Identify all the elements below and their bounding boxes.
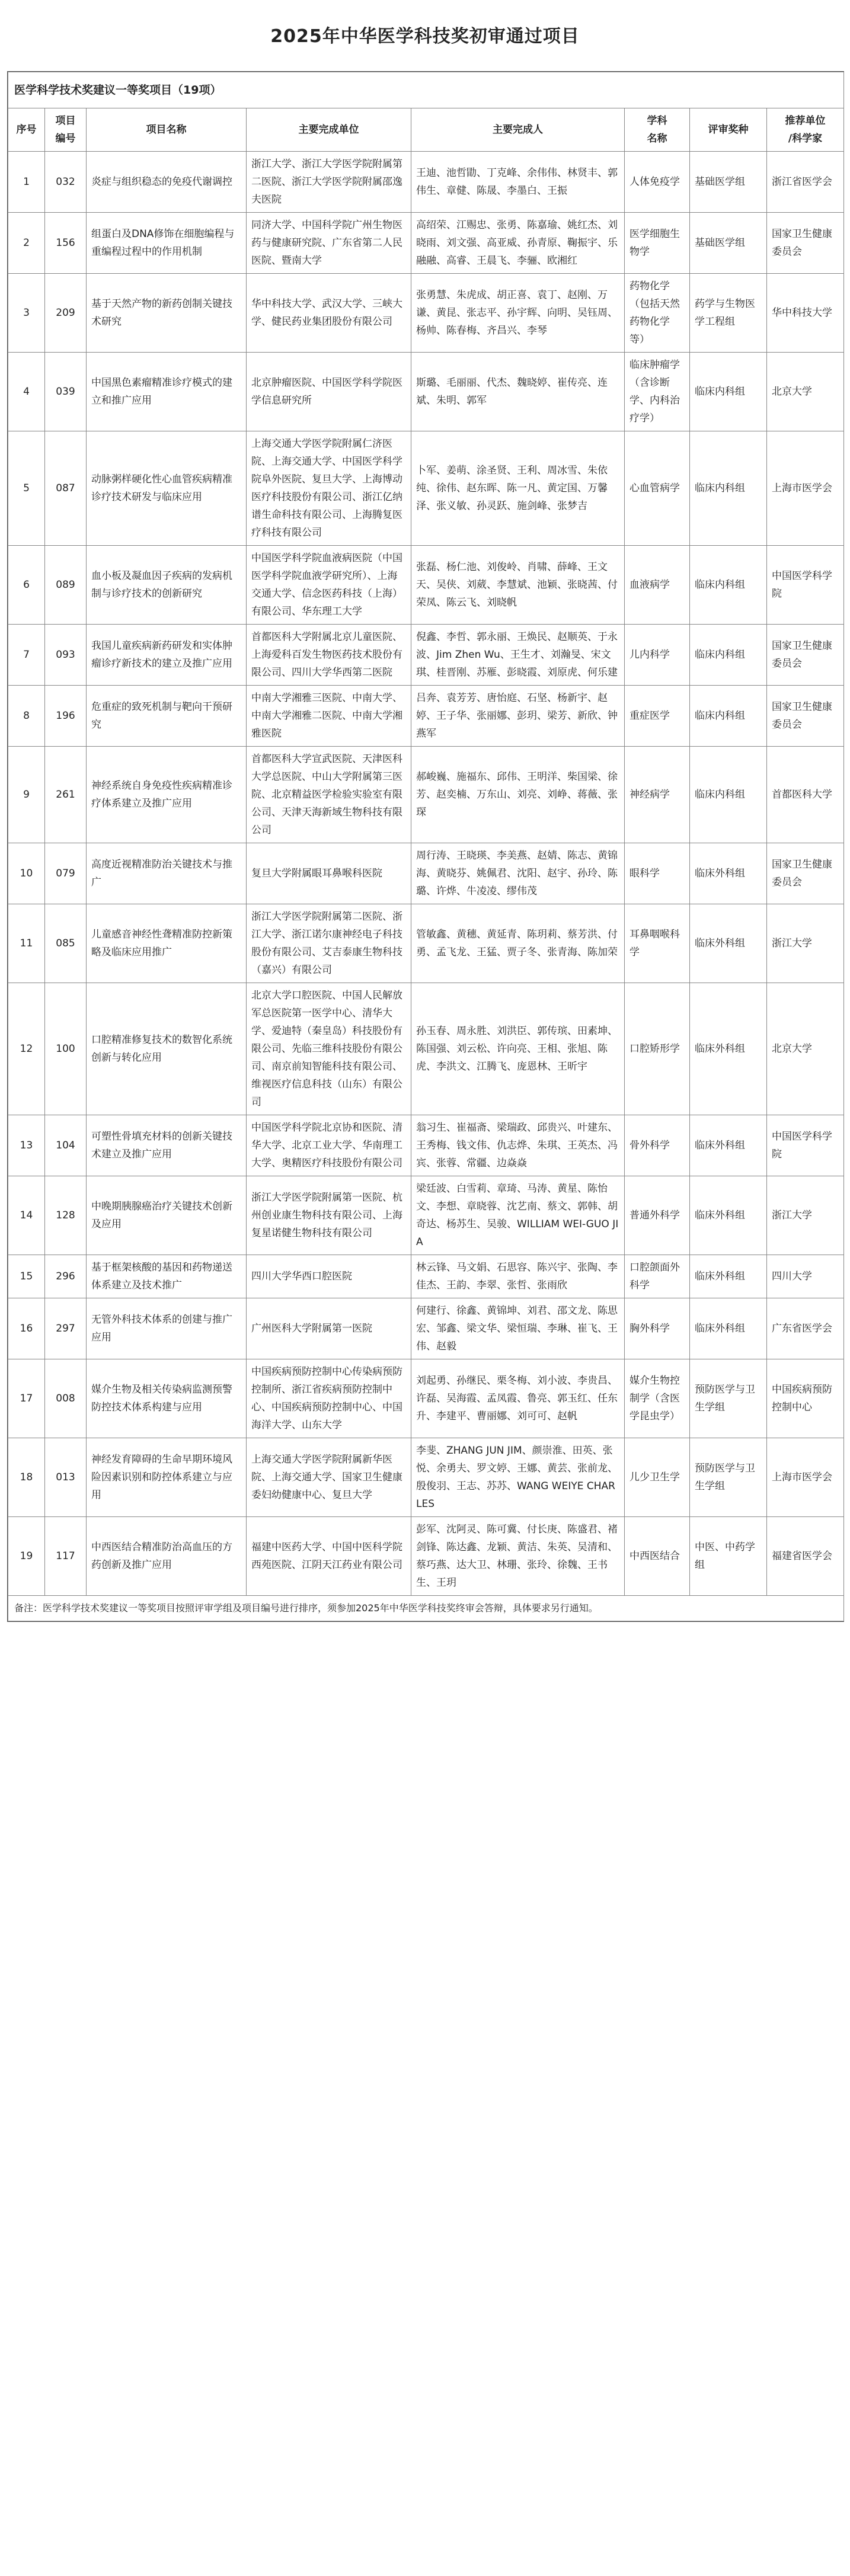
row-project-name: 儿童感音神经性聋精准防控新策略及临床应用推广 — [87, 904, 247, 983]
row-units: 北京大学口腔医院、中国人民解放军总医院第一医学中心、清华大学、爱迪特（秦皇岛）科技股份有限公司、先临三维科技股份有限公司、南京前知智能科技有限公司、维视医疗信息科技（山东）有限公司 — [247, 983, 411, 1115]
row-recommender: 福建省医学会 — [767, 1517, 844, 1596]
row-no: 5 — [8, 431, 45, 546]
col-header-subject: 学科 名称 — [625, 108, 690, 152]
row-project-name: 口腔精准修复技术的数智化系统创新与转化应用 — [87, 983, 247, 1115]
row-units: 浙江大学、浙江大学医学院附属第二医院、浙江大学医学院附属邵逸夫医院 — [247, 152, 411, 213]
row-recommender: 浙江大学 — [767, 904, 844, 983]
col-header-units: 主要完成单位 — [247, 108, 411, 152]
row-people: 高绍荣、江赐忠、张勇、陈嘉瑜、姚红杰、刘晓雨、刘文强、高亚威、孙青原、鞠振宇、乐融融、高睿、王晨飞、李骊、欧湘红 — [411, 213, 625, 274]
row-project-name: 我国儿童疾病新药研发和实体肿瘤诊疗新技术的建立及推广应用 — [87, 625, 247, 686]
row-no: 12 — [8, 983, 45, 1115]
row-award: 临床外科组 — [690, 983, 767, 1115]
row-award: 预防医学与卫生学组 — [690, 1438, 767, 1517]
table-row — [8, 1255, 844, 1298]
row-award: 临床内科组 — [690, 686, 767, 747]
row-units: 浙江大学医学院附属第一医院、杭州创业康生物科技有限公司、上海复星诺健生物科技有限公司 — [247, 1176, 411, 1255]
row-units: 浙江大学医学院附属第二医院、浙江大学、浙江诺尔康神经电子科技股份有限公司、艾吉泰康生物科技（嘉兴）有限公司 — [247, 904, 411, 983]
row-award: 临床外科组 — [690, 1115, 767, 1176]
row-units: 福建中医药大学、中国中医科学院西苑医院、江阴天江药业有限公司 — [247, 1517, 411, 1596]
row-project-name: 无管外科技术体系的创建与推广应用 — [87, 1298, 247, 1359]
row-award: 临床外科组 — [690, 843, 767, 904]
row-no: 10 — [8, 843, 45, 904]
table-row — [8, 274, 844, 353]
row-people: 刘起勇、孙继民、栗冬梅、刘小波、李贵昌、许磊、吴海霞、孟凤霞、鲁亮、郭玉红、任东升、李建平、曹丽娜、刘可可、赵帆 — [411, 1359, 625, 1438]
row-no: 18 — [8, 1438, 45, 1517]
row-subject: 中西医结合 — [625, 1517, 690, 1596]
row-subject: 口腔矫形学 — [625, 983, 690, 1115]
row-no: 15 — [8, 1255, 45, 1298]
table-row — [8, 625, 844, 686]
header-row — [8, 108, 844, 152]
table-row — [8, 152, 844, 213]
row-people: 斯璐、毛丽丽、代杰、魏晓婷、崔传亮、连斌、朱明、郭军 — [411, 353, 625, 431]
table-row — [8, 353, 844, 431]
row-people: 王迪、池哲勖、丁克峰、余伟伟、林贤丰、郭伟生、章健、陈晟、李墨白、王振 — [411, 152, 625, 213]
results-table-container — [7, 71, 844, 1622]
row-recommender: 上海市医学会 — [767, 431, 844, 546]
table-row — [8, 747, 844, 843]
row-no: 7 — [8, 625, 45, 686]
row-project-name: 中西医结合精准防治高血压的方药创新及推广应用 — [87, 1517, 247, 1596]
row-code: 087 — [45, 431, 87, 546]
row-subject: 药物化学（包括天然药物化学等） — [625, 274, 690, 353]
section-row — [8, 72, 844, 108]
table-row — [8, 843, 844, 904]
row-no: 2 — [8, 213, 45, 274]
row-subject: 人体免疫学 — [625, 152, 690, 213]
row-code: 089 — [45, 546, 87, 625]
row-code: 261 — [45, 747, 87, 843]
row-project-name: 基于天然产物的新药创制关键技术研究 — [87, 274, 247, 353]
footnote-row — [8, 1596, 844, 1621]
row-code: 032 — [45, 152, 87, 213]
row-subject: 普通外科学 — [625, 1176, 690, 1255]
row-units: 中国医学科学院血液病医院（中国医学科学院血液学研究所）、上海交通大学、信念医药科技（上海）有限公司、华东理工大学 — [247, 546, 411, 625]
row-award: 临床内科组 — [690, 625, 767, 686]
row-recommender: 浙江省医学会 — [767, 152, 844, 213]
row-code: 008 — [45, 1359, 87, 1438]
table-row — [8, 546, 844, 625]
row-people: 翁习生、崔福斋、梁瑞政、邱贵兴、叶建东、王秀梅、钱文伟、仇志烨、朱琪、王英杰、冯宾、张蓉、常疆、边焱焱 — [411, 1115, 625, 1176]
row-units: 首都医科大学宣武医院、天津医科大学总医院、中山大学附属第三医院、北京精益医学检验实验室有限公司、天津天海新域生物科技有限公司 — [247, 747, 411, 843]
col-header-people: 主要完成人 — [411, 108, 625, 152]
row-project-name: 血小板及凝血因子疾病的发病机制与诊疗技术的创新研究 — [87, 546, 247, 625]
row-units: 中国医学科学院北京协和医院、清华大学、北京工业大学、华南理工大学、奥精医疗科技股份有限公司 — [247, 1115, 411, 1176]
row-no: 8 — [8, 686, 45, 747]
row-project-name: 神经发育障碍的生命早期环境风险因素识别和防控体系建立与应用 — [87, 1438, 247, 1517]
row-project-name: 可塑性骨填充材料的创新关键技术建立及推广应用 — [87, 1115, 247, 1176]
table-row — [8, 1298, 844, 1359]
table-row — [8, 1359, 844, 1438]
row-no: 3 — [8, 274, 45, 353]
row-people: 吕奔、袁芳芳、唐怡庭、石坚、杨新宇、赵婷、王子华、张丽娜、彭玥、梁芳、新欣、钟燕军 — [411, 686, 625, 747]
row-subject: 媒介生物控制学（含医学昆虫学） — [625, 1359, 690, 1438]
row-project-name: 高度近视精准防治关键技术与推广 — [87, 843, 247, 904]
row-no: 11 — [8, 904, 45, 983]
results-table — [8, 72, 844, 1621]
row-people: 何建行、徐鑫、黄锦坤、刘君、邵文龙、陈思宏、邹鑫、梁文华、梁恒瑞、李琳、崔飞、王伟、赵毅 — [411, 1298, 625, 1359]
row-subject: 重症医学 — [625, 686, 690, 747]
row-code: 117 — [45, 1517, 87, 1596]
row-units: 上海交通大学医学院附属仁济医院、上海交通大学、中国医学科学院阜外医院、复旦大学、上海博动医疗科技股份有限公司、浙江亿纳谱生命科技有限公司、上海腾复医疗科技有限公司 — [247, 431, 411, 546]
row-subject: 神经病学 — [625, 747, 690, 843]
row-award: 预防医学与卫生学组 — [690, 1359, 767, 1438]
row-people: 倪鑫、李哲、郭永丽、王焕民、赵顺英、于永波、Jim Zhen Wu、王生才、刘瀚旻、宋文琪、桂晋刚、苏雁、彭晓霞、刘原虎、何乐建 — [411, 625, 625, 686]
row-units: 四川大学华西口腔医院 — [247, 1255, 411, 1298]
row-project-name: 神经系统自身免疫性疾病精准诊疗体系建立及推广应用 — [87, 747, 247, 843]
table-body — [8, 152, 844, 1596]
row-subject: 眼科学 — [625, 843, 690, 904]
row-recommender: 北京大学 — [767, 353, 844, 431]
col-header-name: 项目名称 — [87, 108, 247, 152]
row-award: 临床外科组 — [690, 904, 767, 983]
row-recommender: 上海市医学会 — [767, 1438, 844, 1517]
row-recommender: 四川大学 — [767, 1255, 844, 1298]
row-people: 张勇慧、朱虎成、胡正喜、袁丁、赵刚、万谦、黄昆、张志平、孙宇辉、向明、吴钰周、杨帅、陈春梅、齐昌兴、李琴 — [411, 274, 625, 353]
row-code: 013 — [45, 1438, 87, 1517]
row-no: 9 — [8, 747, 45, 843]
row-units: 首都医科大学附属北京儿童医院、上海爱科百发生物医药技术股份有限公司、四川大学华西第二医院 — [247, 625, 411, 686]
row-code: 156 — [45, 213, 87, 274]
row-recommender: 国家卫生健康委员会 — [767, 686, 844, 747]
row-units: 北京肿瘤医院、中国医学科学院医学信息研究所 — [247, 353, 411, 431]
row-recommender: 首都医科大学 — [767, 747, 844, 843]
row-award: 中医、中药学组 — [690, 1517, 767, 1596]
row-code: 128 — [45, 1176, 87, 1255]
row-project-name: 组蛋白及DNA修饰在细胞编程与重编程过程中的作用机制 — [87, 213, 247, 274]
row-people: 郝峻巍、施福东、邱伟、王明洋、柴国梁、徐芳、赵奕楠、万东山、刘亮、刘峥、蒋薇、张琛 — [411, 747, 625, 843]
row-no: 19 — [8, 1517, 45, 1596]
row-code: 297 — [45, 1298, 87, 1359]
row-subject: 儿少卫生学 — [625, 1438, 690, 1517]
row-subject: 胸外科学 — [625, 1298, 690, 1359]
row-code: 093 — [45, 625, 87, 686]
table-row — [8, 686, 844, 747]
col-header-code: 项目 编号 — [45, 108, 87, 152]
row-recommender: 国家卫生健康委员会 — [767, 843, 844, 904]
row-subject: 儿内科学 — [625, 625, 690, 686]
row-people: 孙玉春、周永胜、刘洪臣、郭传瑸、田素坤、陈国强、刘云松、许向亮、王相、张旭、陈虎、李洪文、江腾飞、庞恩林、王昕宇 — [411, 983, 625, 1115]
row-recommender: 北京大学 — [767, 983, 844, 1115]
row-no: 16 — [8, 1298, 45, 1359]
row-subject: 骨外科学 — [625, 1115, 690, 1176]
row-recommender: 广东省医学会 — [767, 1298, 844, 1359]
col-header-award: 评审奖种 — [690, 108, 767, 152]
row-subject: 心血管病学 — [625, 431, 690, 546]
row-people: 梁廷波、白雪莉、章琦、马涛、黄星、陈怡文、李想、章晓蓉、沈艺南、蔡文、郭韩、胡奇达、杨苏生、吴骏、WILLIAM WEI-GUO JIA — [411, 1176, 625, 1255]
row-recommender: 国家卫生健康委员会 — [767, 213, 844, 274]
table-row — [8, 1176, 844, 1255]
row-recommender: 浙江大学 — [767, 1176, 844, 1255]
row-units: 中国疾病预防控制中心传染病预防控制所、浙江省疾病预防控制中心、中国疾病预防控制中心、中国海洋大学、山东大学 — [247, 1359, 411, 1438]
row-units: 复旦大学附属眼耳鼻喉科医院 — [247, 843, 411, 904]
row-recommender: 中国医学科学院 — [767, 546, 844, 625]
row-code: 039 — [45, 353, 87, 431]
row-award: 基础医学组 — [690, 213, 767, 274]
row-subject: 临床肿瘤学（含诊断学、内科治疗学） — [625, 353, 690, 431]
row-award: 基础医学组 — [690, 152, 767, 213]
row-project-name: 基于框架核酸的基因和药物递送体系建立及技术推广 — [87, 1255, 247, 1298]
row-project-name: 危重症的致死机制与靶向干预研究 — [87, 686, 247, 747]
table-row — [8, 1115, 844, 1176]
row-people: 管敏鑫、黄穗、黄延青、陈玥莉、蔡芳洪、付勇、孟飞龙、王猛、贾子冬、张青海、陈加荣 — [411, 904, 625, 983]
footnote: 备注：医学科学技术奖建议一等奖项目按照评审学组及项目编号进行排序，须参加2025年中华医学科技奖终审会答辩，具体要求另行通知。 — [8, 1596, 844, 1621]
row-award: 临床内科组 — [690, 546, 767, 625]
page-title: 2025年中华医学科技奖初审通过项目 — [270, 26, 580, 47]
row-no: 13 — [8, 1115, 45, 1176]
table-row — [8, 1438, 844, 1517]
row-people: 周行涛、王晓瑛、李美燕、赵婧、陈志、黄锦海、黄晓芬、姚佩君、沈阳、赵宇、孙玲、陈璐、许烨、牛凌凌、缪伟茂 — [411, 843, 625, 904]
row-units: 同济大学、中国科学院广州生物医药与健康研究院、广东省第二人民医院、暨南大学 — [247, 213, 411, 274]
row-project-name: 中国黑色素瘤精准诊疗模式的建立和推广应用 — [87, 353, 247, 431]
row-people: 林云锋、马文娟、石思容、陈兴宇、张陶、李佳杰、王韵、李翠、张哲、张雨欣 — [411, 1255, 625, 1298]
table-row — [8, 983, 844, 1115]
row-code: 209 — [45, 274, 87, 353]
row-award: 临床外科组 — [690, 1255, 767, 1298]
row-people: 李斐、ZHANG JUN JIM、颜崇淮、田英、张悦、余勇夫、罗文婷、王娜、黄芸、张前龙、殷俊羽、王志、苏苏、WANG WEIYE CHARLES — [411, 1438, 625, 1517]
row-project-name: 媒介生物及相关传染病监测预警防控技术体系构建与应用 — [87, 1359, 247, 1438]
row-no: 14 — [8, 1176, 45, 1255]
section-title: 医学科学技术奖建议一等奖项目（19项） — [8, 72, 844, 108]
row-code: 196 — [45, 686, 87, 747]
row-award: 临床外科组 — [690, 1298, 767, 1359]
row-recommender: 中国医学科学院 — [767, 1115, 844, 1176]
row-award: 临床内科组 — [690, 431, 767, 546]
row-code: 079 — [45, 843, 87, 904]
table-row — [8, 213, 844, 274]
row-project-name: 中晚期胰腺癌治疗关键技术创新及应用 — [87, 1176, 247, 1255]
table-row — [8, 431, 844, 546]
row-code: 296 — [45, 1255, 87, 1298]
row-subject: 耳鼻咽喉科学 — [625, 904, 690, 983]
col-header-no: 序号 — [8, 108, 45, 152]
col-header-recommender: 推荐单位 /科学家 — [767, 108, 844, 152]
table-row — [8, 1517, 844, 1596]
row-project-name: 炎症与组织稳态的免疫代谢调控 — [87, 152, 247, 213]
row-award: 临床外科组 — [690, 1176, 767, 1255]
row-units: 广州医科大学附属第一医院 — [247, 1298, 411, 1359]
row-award: 临床内科组 — [690, 747, 767, 843]
row-subject: 血液病学 — [625, 546, 690, 625]
row-subject: 医学细胞生物学 — [625, 213, 690, 274]
row-no: 6 — [8, 546, 45, 625]
row-no: 4 — [8, 353, 45, 431]
row-code: 085 — [45, 904, 87, 983]
row-people: 卜军、姜萌、涂圣贤、王利、周冰雪、朱依纯、徐伟、赵东晖、陈一凡、黄定国、万馨泽、张义敏、孙灵跃、施剑峰、张梦吉 — [411, 431, 625, 546]
row-code: 104 — [45, 1115, 87, 1176]
row-people: 张磊、杨仁池、刘俊岭、肖啸、薛峰、王文天、吴侠、刘葳、李慧斌、池颖、张晓茜、付荣凤、陈云飞、刘晓帆 — [411, 546, 625, 625]
row-award: 临床内科组 — [690, 353, 767, 431]
row-units: 上海交通大学医学院附属新华医院、上海交通大学、国家卫生健康委妇幼健康中心、复旦大学 — [247, 1438, 411, 1517]
row-units: 华中科技大学、武汉大学、三峡大学、健民药业集团股份有限公司 — [247, 274, 411, 353]
row-subject: 口腔颌面外科学 — [625, 1255, 690, 1298]
row-project-name: 动脉粥样硬化性心血管疾病精准诊疗技术研发与临床应用 — [87, 431, 247, 546]
table-row — [8, 904, 844, 983]
row-people: 彭军、沈阿灵、陈可冀、付长庚、陈盛君、褚剑锋、陈达鑫、龙颖、黄洁、朱英、吴清和、蔡巧燕、达大卫、林珊、张玲、徐魏、王书生、王玥 — [411, 1517, 625, 1596]
row-no: 1 — [8, 152, 45, 213]
row-code: 100 — [45, 983, 87, 1115]
row-recommender: 国家卫生健康委员会 — [767, 625, 844, 686]
row-units: 中南大学湘雅三医院、中南大学、中南大学湘雅二医院、中南大学湘雅医院 — [247, 686, 411, 747]
row-recommender: 中国疾病预防控制中心 — [767, 1359, 844, 1438]
row-recommender: 华中科技大学 — [767, 274, 844, 353]
row-no: 17 — [8, 1359, 45, 1438]
row-award: 药学与生物医学工程组 — [690, 274, 767, 353]
